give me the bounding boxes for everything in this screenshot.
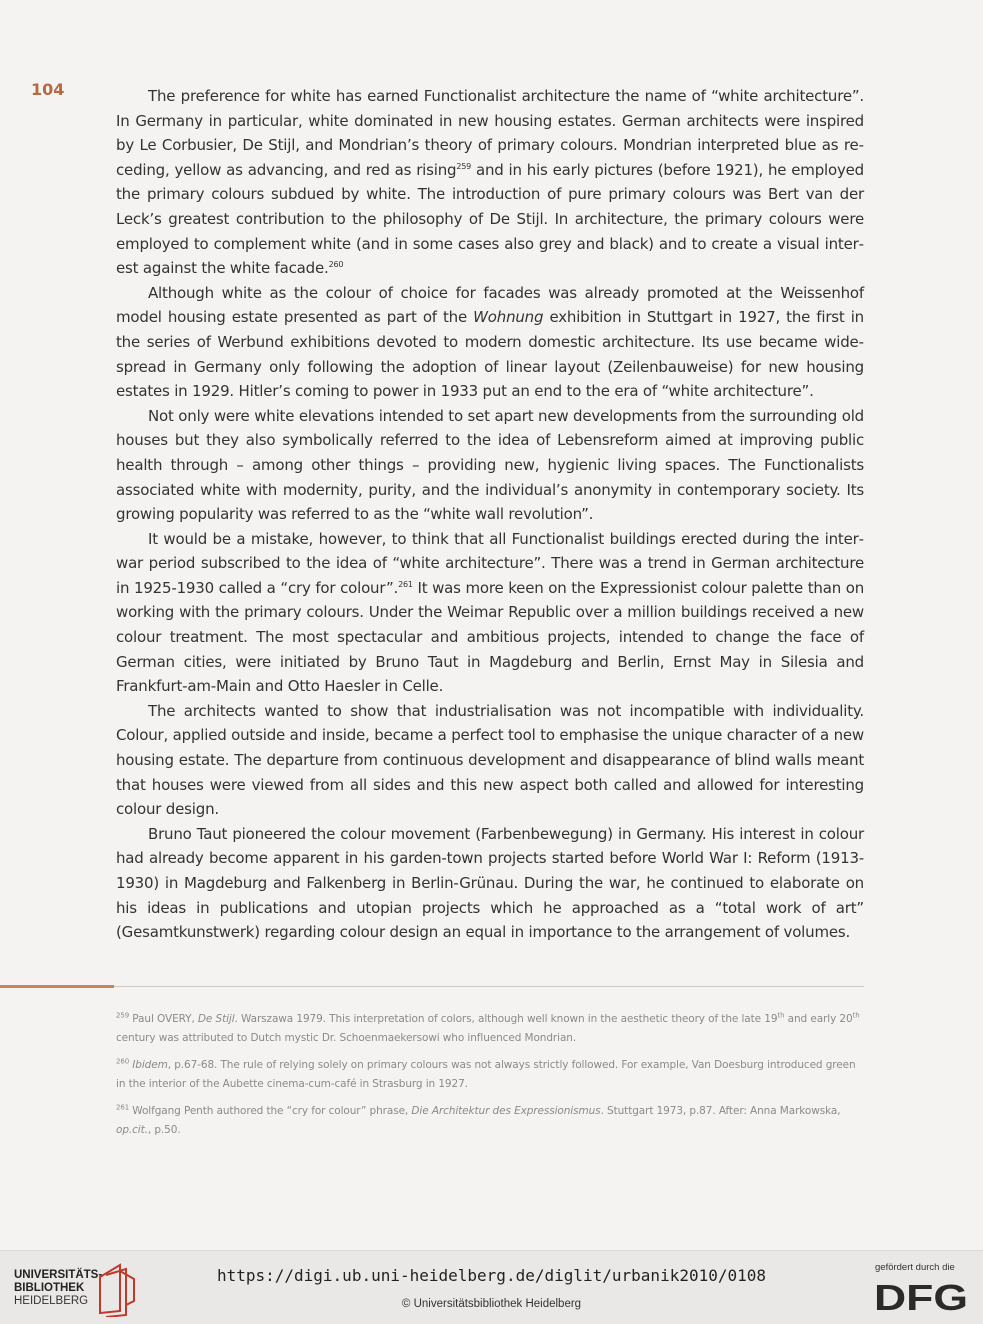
footnotes (116, 1010, 864, 1148)
page-number: 104 (31, 80, 65, 99)
copyright-notice: © Universitätsbibliothek Heidelberg (401, 1298, 582, 1310)
paragraph: The preference for white has earned Functionalist architecture the name of “white architecture”. In Germany in particular, white dominated in new housing estates. German architects were inspired by Le Corbusier, De Stijl, and Mondrian’s theory of primary colours. Mondrian interpreted blue as receding, yellow as advancing, and red as rising$^{259}$ and in his early pictures (before 1921), he employed the primary colours subdued by white. The introduction of pure primary colours was Bert van der Leck’s greatest contribution to the philosophy of De Stijl. In architecture, the primary colours were employed to complement white (and in some cases also grey and black) and to create a visual interest against the white facade.$^{260}$ (116, 87, 864, 278)
footer-bar (0, 1250, 983, 1324)
paragraph: Bruno Taut pioneered the colour movement (Farbenbewegung) in Germany. His interest in colour had already become apparent in his garden-town projects started before World War I: Reform (1913-1930) in Magdeburg and Falkenberg in Berlin-Grünau. During the war, he continued to elaborate on his ideas in publications and utopian projects which he approached as a “total work of art” (Gesamtkunstwerk) regarding colour design an equal in importance to the arrangement of volumes. (116, 824, 864, 942)
funding-caption: gefördert durch die (875, 1262, 955, 1273)
dfg-logo[interactable] (874, 1279, 970, 1313)
footnote-reference[interactable]: 261 (398, 579, 413, 589)
main-text (116, 84, 864, 945)
library-logo-text[interactable]: UNIVERSITÄTS- BIBLIOTHEK HEIDELBERG (14, 1269, 103, 1307)
footnote-reference[interactable]: 259 (456, 161, 472, 171)
paragraph: The architects wanted to show that industrialisation was not incompatible with individuality. Colour, applied outside and inside, became a perfect tool to emphasise the unique character of a new housing estate. The departure from continuous development and disappearance of blind walls meant that houses were viewed from all sides and this new aspect both called and allowed for interesting colour design. (116, 701, 864, 819)
footnote-divider (114, 986, 864, 987)
footnote-260: $^{260}$ Ibidem, p.67-68. The rule of relying solely on primary colours was not always strictly followed. For example, Van Doesburg introduced green in the interior of the Aubette cinema-cum-café in Strasburg in 1927. (116, 1057, 856, 1090)
footnote-259: $^{259}$ Paul OVERY, De Stijl. Warszawa 1979. This interpretation of colors, although well known in the aesthetic theory of the late 19th and early 20th century was attributed to Dutch mystic Dr. Schoenmaekersowi who influenced Mondrian. (116, 1011, 860, 1044)
paragraph: Not only were white elevations intended to set apart new developments from the surrounding old houses but they also symbolically referred to the idea of Lebensreform aimed at improving public health through – among other things – providing new, hygienic living spaces. The Functionalists associated white with modernity, purity, and the individual’s anonymity in contemporary society. Its growing popularity was referred to as the “white wall revolution”. (116, 406, 864, 524)
permalink-url[interactable]: https://digi.ub.uni-heidelberg.de/diglit/urbanik2010/0108 (216, 1266, 767, 1285)
svg-text:DFG: DFG (874, 1279, 968, 1313)
footnote-261: $^{261}$ Wolfgang Penth authored the “cry for colour” phrase, Die Architektur des Expressionismus. Stuttgart 1973, p.87. After: Anna Markowska, op.cit., p.50. (116, 1103, 841, 1136)
paragraph: It would be a mistake, however, to think that all Functionalist buildings erected during the interwar period subscribed to the idea of “white architecture”. There was a trend in German architecture in 1925-1930 called a “cry for colour”.$^{261}$ It was more keen on the Expressionist colour palette than on working with the primary colours. Under the Weimar Republic over a million buildings received a new colour treatment. The most spectacular and ambitious projects, intended to change the face of German cities, were initiated by Bruno Taut in Magdeburg and Berlin, Ernst May in Silesia and Frankfurt-am-Main and Otto Haesler in Celle. (116, 529, 864, 696)
paragraph: Although white as the colour of choice for facades was already promoted at the Weissenhof model housing estate presented as part of the Wohnung exhibition in Stuttgart in 1927, the first in the series of Werbund exhibitions devoted to modern domestic architecture. Its use became widespread in Germany only following the adoption of linear layout (Zeilenbauweise) for new housing estates in 1929. Hitler’s coming to power in 1933 put an end to the era of “white architecture”. (116, 283, 864, 401)
footnote-divider-accent (0, 985, 114, 988)
footnote-reference[interactable]: 260 (328, 260, 344, 270)
